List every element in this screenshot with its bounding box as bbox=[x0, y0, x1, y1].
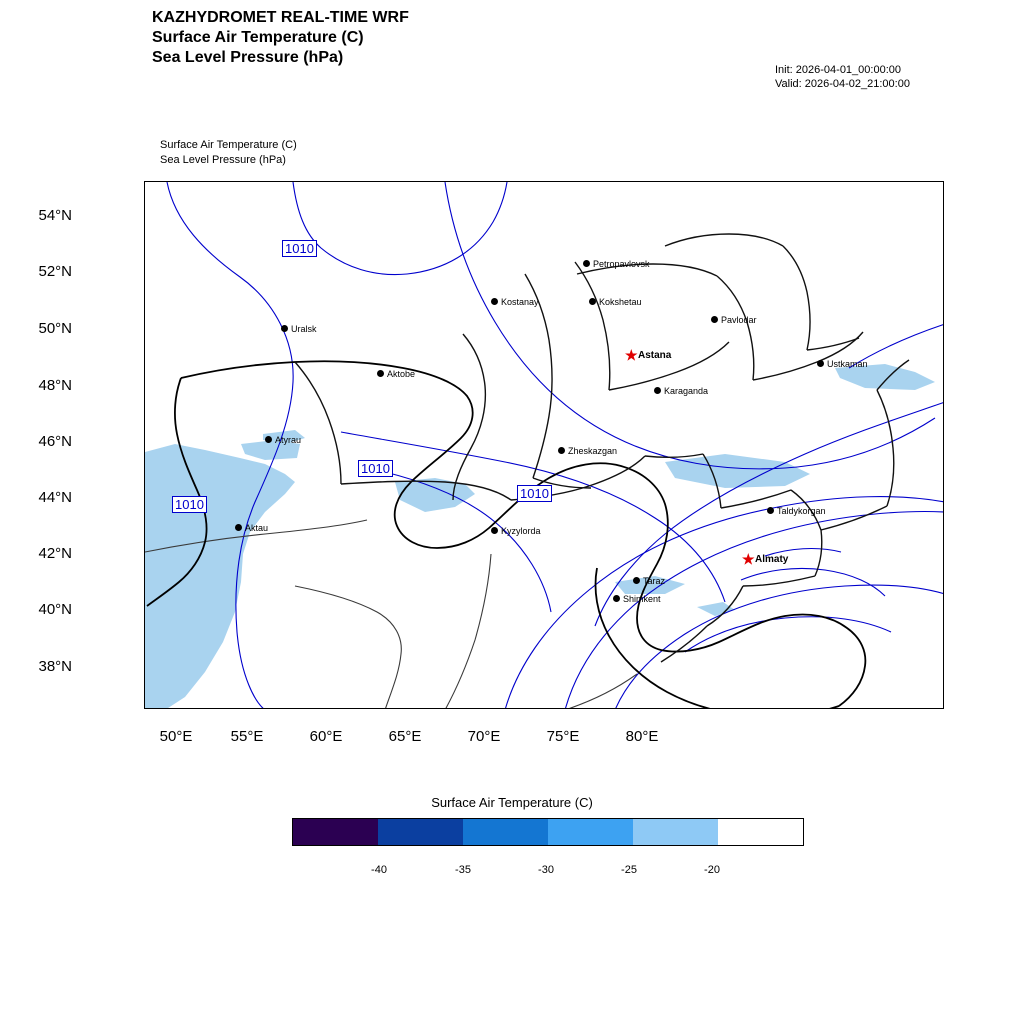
axis-label-lat: 42°N bbox=[38, 545, 72, 562]
city-dot bbox=[377, 370, 384, 377]
city-dot bbox=[654, 387, 661, 394]
colorbar-swatch bbox=[293, 819, 378, 845]
axis-label-lat: 44°N bbox=[38, 489, 72, 506]
city-label: Kokshetau bbox=[599, 297, 642, 307]
city-dot bbox=[583, 260, 590, 267]
colorbar-swatch bbox=[463, 819, 548, 845]
map-panel bbox=[144, 181, 944, 709]
isobar-label: 1010 bbox=[172, 496, 207, 513]
header-block bbox=[152, 8, 409, 68]
star-icon: ★ bbox=[742, 551, 755, 567]
colorbar bbox=[292, 818, 804, 846]
colorbar-swatch bbox=[548, 819, 633, 845]
city-label: Uralsk bbox=[291, 324, 317, 334]
map-frame bbox=[144, 181, 944, 709]
city-marker bbox=[291, 324, 317, 334]
water-bodies bbox=[145, 364, 935, 709]
city-dot bbox=[491, 298, 498, 305]
city-marker bbox=[599, 297, 642, 307]
axis-label-lat: 46°N bbox=[38, 433, 72, 450]
city-label: Petropavlovsk bbox=[593, 259, 650, 269]
colorbar-ticks bbox=[292, 864, 804, 880]
city-dot bbox=[633, 577, 640, 584]
star-icon: ★ bbox=[625, 347, 638, 363]
capital-label: Astana bbox=[638, 350, 672, 361]
city-dot bbox=[613, 595, 620, 602]
city-dot bbox=[235, 524, 242, 531]
city-marker bbox=[827, 359, 868, 369]
panel-label-temp: Surface Air Temperature (C) bbox=[160, 139, 297, 151]
colorbar-tick: -35 bbox=[455, 864, 471, 876]
panel-field-labels bbox=[160, 138, 297, 168]
capital-marker bbox=[742, 551, 789, 567]
colorbar-tick: -30 bbox=[538, 864, 554, 876]
city-dot bbox=[281, 325, 288, 332]
city-label: Pavlodar bbox=[721, 315, 757, 325]
city-marker bbox=[568, 446, 617, 456]
axis-label-lon: 75°E bbox=[546, 728, 580, 745]
colorbar-tick: -40 bbox=[371, 864, 387, 876]
colorbar-swatch bbox=[378, 819, 463, 845]
city-dot bbox=[817, 360, 824, 367]
colorbar-swatch bbox=[718, 819, 803, 845]
city-marker bbox=[664, 386, 708, 396]
colorbar-tick: -20 bbox=[704, 864, 720, 876]
axis-label-lon: 50°E bbox=[159, 728, 193, 745]
axis-label-lat: 52°N bbox=[38, 263, 72, 280]
city-label: Aktobe bbox=[387, 369, 416, 379]
city-marker bbox=[275, 435, 301, 445]
map-graphics bbox=[145, 182, 944, 709]
axis-label-lat: 54°N bbox=[38, 207, 72, 224]
city-dot bbox=[711, 316, 718, 323]
city-label: Aktau bbox=[245, 523, 269, 533]
city-label: Taraz bbox=[643, 576, 666, 586]
colorbar-title: Surface Air Temperature (C) bbox=[431, 795, 593, 810]
init-time: Init: 2026-04-01_00:00:00 bbox=[775, 64, 901, 76]
valid-time: Valid: 2026-04-02_21:00:00 bbox=[775, 78, 910, 90]
capital-marker bbox=[625, 347, 672, 363]
city-label: Shimkent bbox=[623, 594, 661, 604]
city-marker bbox=[245, 523, 268, 533]
city-marker bbox=[777, 506, 826, 516]
city-dot bbox=[589, 298, 596, 305]
city-label: Atyrau bbox=[275, 435, 302, 445]
capital-label: Almaty bbox=[755, 554, 789, 565]
city-marker bbox=[501, 526, 541, 536]
panel-label-pressure: Sea Level Pressure (hPa) bbox=[160, 154, 286, 166]
city-label: Ustkaman bbox=[827, 359, 868, 369]
city-label: Zheskazgan bbox=[568, 446, 618, 456]
axis-label-lat: 50°N bbox=[38, 320, 72, 337]
header-subtitle-temp: Surface Air Temperature (C) bbox=[152, 29, 364, 46]
axis-label-lon: 55°E bbox=[230, 728, 264, 745]
city-marker bbox=[623, 594, 661, 604]
axis-label-lat: 48°N bbox=[38, 377, 72, 394]
header-title: KAZHYDROMET REAL-TIME WRF bbox=[152, 9, 409, 26]
model-time-block bbox=[775, 63, 910, 91]
header-subtitle-pressure: Sea Level Pressure (hPa) bbox=[152, 49, 344, 66]
city-marker bbox=[643, 576, 665, 586]
city-label: Taldykorgan bbox=[777, 506, 826, 516]
axis-label-lat: 40°N bbox=[38, 601, 72, 618]
city-label: Karaganda bbox=[664, 386, 709, 396]
axis-label-lon: 60°E bbox=[309, 728, 343, 745]
isobar-label: 1010 bbox=[358, 460, 393, 477]
axis-label-lon: 80°E bbox=[625, 728, 659, 745]
city-dot bbox=[265, 436, 272, 443]
city-marker bbox=[721, 315, 757, 325]
city-label: Kyzylorda bbox=[501, 526, 541, 536]
isobar-label: 1010 bbox=[282, 240, 317, 257]
colorbar-tick: -25 bbox=[621, 864, 637, 876]
colorbar-swatch bbox=[633, 819, 718, 845]
axis-label-lon: 65°E bbox=[388, 728, 422, 745]
city-marker bbox=[387, 369, 415, 379]
city-label: Kostanay bbox=[501, 297, 539, 307]
city-dot bbox=[558, 447, 565, 454]
axis-label-lat: 38°N bbox=[38, 658, 72, 675]
axis-label-lon: 70°E bbox=[467, 728, 501, 745]
city-marker bbox=[593, 259, 650, 269]
isobar-label: 1010 bbox=[517, 485, 552, 502]
city-dot bbox=[491, 527, 498, 534]
city-dot bbox=[767, 507, 774, 514]
city-marker bbox=[501, 297, 539, 307]
